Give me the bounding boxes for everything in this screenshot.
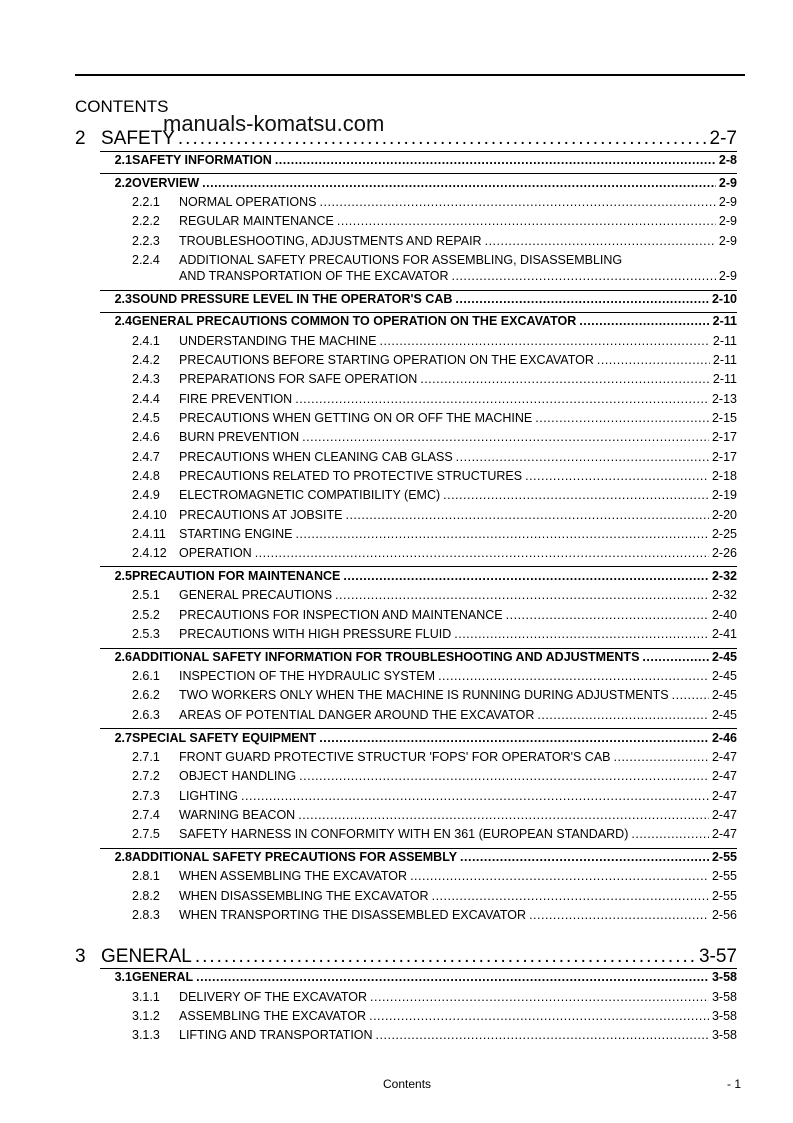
toc-page-number: 3-58 <box>711 1028 737 1042</box>
toc-subsection-title: TROUBLESHOOTING, ADJUSTMENTS AND REPAIR <box>179 234 482 248</box>
toc-page-number: 3-57 <box>698 946 737 967</box>
toc-leader-dots <box>298 808 709 822</box>
toc-subsection-number: 2.4.1 <box>132 334 160 348</box>
toc-leader-dots <box>460 850 709 864</box>
toc-page-number: 2-40 <box>711 608 737 622</box>
toc-section[interactable] <box>75 970 737 984</box>
toc-subsection-number: 2.4.8 <box>132 469 160 483</box>
toc-page-number: 2-47 <box>711 750 737 764</box>
toc-subsection-number: 2.2.4 <box>132 253 160 267</box>
toc-leader-dots <box>241 789 709 803</box>
toc-leader-dots <box>579 314 709 328</box>
toc-subsection[interactable] <box>75 908 737 922</box>
toc-subsection[interactable] <box>75 990 737 1004</box>
toc-leader-dots <box>410 869 709 883</box>
section-divider <box>100 728 737 729</box>
toc-chapter-title: GENERAL <box>101 946 192 967</box>
toc-page-number: 2-11 <box>712 334 737 348</box>
toc-subsection[interactable] <box>75 869 737 883</box>
footer-label: Contents <box>383 1077 432 1091</box>
toc-page-number: 2-45 <box>711 669 737 683</box>
toc-section-number: 2.2 <box>114 176 132 190</box>
toc-leader-dots <box>337 214 716 228</box>
toc-page-number: 2-11 <box>712 372 737 386</box>
toc-section-title: GENERAL <box>132 970 194 984</box>
toc-page-number: 2-8 <box>718 153 737 167</box>
toc-subsection[interactable] <box>75 1028 737 1042</box>
toc-page-number: 2-19 <box>711 488 737 502</box>
toc-subsection-title: GENERAL PRECAUTIONS <box>179 588 333 602</box>
toc-leader-dots <box>370 990 709 1004</box>
toc-subsection-title: PRECAUTIONS WITH HIGH PRESSURE FLUID <box>179 627 452 641</box>
toc-subsection-number: 3.1.3 <box>132 1028 160 1042</box>
toc-subsection-number: 2.5.3 <box>132 627 160 641</box>
toc-page-number: 2-46 <box>711 731 737 745</box>
toc-subsection-title: WARNING BEACON <box>179 808 296 822</box>
toc-section[interactable] <box>75 569 737 583</box>
toc-subsection[interactable] <box>75 253 737 267</box>
toc-subsection-number: 2.5.1 <box>132 588 160 602</box>
toc-leader-dots <box>302 430 709 444</box>
toc-page-number: 2-26 <box>711 546 737 560</box>
toc-leader-dots <box>535 411 709 425</box>
toc-leader-dots <box>178 128 707 150</box>
toc-leader-dots <box>537 708 709 722</box>
toc-page-number: 3-58 <box>711 1009 737 1023</box>
toc-leader-dots <box>420 372 710 386</box>
toc-subsection[interactable] <box>75 195 737 209</box>
section-divider <box>100 151 737 152</box>
toc-subsection-title: OPERATION <box>179 546 252 560</box>
toc-subsection-title: PRECAUTIONS BEFORE STARTING OPERATION ON THE EXCAVATOR <box>179 353 594 367</box>
toc-leader-dots <box>451 269 715 283</box>
toc-page-number: 2-55 <box>711 889 737 903</box>
toc-section[interactable] <box>75 850 737 864</box>
toc-leader-dots <box>438 669 709 683</box>
toc-leader-dots <box>525 469 709 483</box>
toc-subsection-number: 2.6.3 <box>132 708 160 722</box>
toc-leader-dots <box>506 608 709 622</box>
toc-page-number: 2-9 <box>718 269 737 283</box>
toc-subsection-title: ADDITIONAL SAFETY PRECAUTIONS FOR ASSEMBLING, DISASSEMBLING <box>179 253 623 267</box>
toc-leader-dots <box>529 908 709 922</box>
toc-section[interactable] <box>75 153 737 167</box>
toc-page-number: 2-9 <box>718 195 737 209</box>
toc-subsection-number: 2.7.1 <box>132 750 160 764</box>
toc-page-number: 2-11 <box>712 314 737 328</box>
toc-subsection[interactable] <box>75 372 737 386</box>
toc-subsection-number: 2.7.3 <box>132 789 160 803</box>
toc-leader-dots <box>597 353 710 367</box>
toc-leader-dots <box>335 588 709 602</box>
toc-subsection[interactable] <box>75 411 737 425</box>
toc-section[interactable] <box>75 314 737 328</box>
toc-section-title: OVERVIEW <box>132 176 200 190</box>
toc-leader-dots <box>642 650 709 664</box>
toc-leader-dots <box>376 1028 709 1042</box>
toc-subsection-number: 2.4.9 <box>132 488 160 502</box>
toc-page-number: 2-7 <box>709 128 737 149</box>
toc-page-number: 2-11 <box>712 353 737 367</box>
section-divider <box>100 312 737 313</box>
toc-leader-dots <box>369 1009 709 1023</box>
toc-subsection[interactable] <box>75 588 737 602</box>
toc-subsection-title: ASSEMBLING THE EXCAVATOR <box>179 1009 367 1023</box>
toc-subsection[interactable] <box>75 334 737 348</box>
toc-chapter-number: 3 <box>75 946 86 967</box>
toc-subsection[interactable] <box>75 808 737 822</box>
toc-subsection-number: 2.5.2 <box>132 608 160 622</box>
toc-subsection-number: 2.4.6 <box>132 430 160 444</box>
page-title: CONTENTS <box>75 97 169 116</box>
toc-subsection-title: AREAS OF POTENTIAL DANGER AROUND THE EXCAVATOR <box>179 708 535 722</box>
toc-leader-dots <box>631 827 709 841</box>
toc-subsection-title: PRECAUTIONS AT JOBSITE <box>179 508 343 522</box>
toc-chapter-number: 2 <box>75 128 86 149</box>
toc-subsection[interactable] <box>75 789 737 803</box>
toc-leader-dots <box>275 153 716 167</box>
toc-subsection[interactable] <box>75 708 737 722</box>
toc-subsection-number: 3.1.1 <box>132 990 160 1004</box>
toc-subsection-number: 2.7.2 <box>132 769 160 783</box>
toc-section-title: SOUND PRESSURE LEVEL IN THE OPERATOR'S CAB <box>132 292 453 306</box>
toc-subsection-number: 2.2.2 <box>132 214 160 228</box>
toc-section-number: 2.1 <box>114 153 132 167</box>
toc-leader-dots <box>195 946 696 968</box>
toc-subsection[interactable] <box>75 392 737 406</box>
section-divider <box>100 848 737 849</box>
toc-page-number: 2-9 <box>718 214 737 228</box>
toc-page-number: 2-15 <box>711 411 737 425</box>
toc-page-number: 2-20 <box>711 508 737 522</box>
section-divider <box>100 173 737 174</box>
toc-page-number: 2-9 <box>718 176 737 190</box>
section-divider <box>100 290 737 291</box>
toc-subsection-number: 2.8.2 <box>132 889 160 903</box>
toc-subsection-title: NORMAL OPERATIONS <box>179 195 317 209</box>
toc-subsection-title: FRONT GUARD PROTECTIVE STRUCTUR 'FOPS' FOR OPERATOR'S CAB <box>179 750 611 764</box>
toc-section[interactable] <box>75 176 737 190</box>
toc-subsection-title: STARTING ENGINE <box>179 527 293 541</box>
toc-page-number: 2-32 <box>711 569 737 583</box>
toc-subsection-title: PREPARATIONS FOR SAFE OPERATION <box>179 372 418 386</box>
toc-subsection-title: PRECAUTIONS WHEN CLEANING CAB GLASS <box>179 450 453 464</box>
toc-subsection-title: LIGHTING <box>179 789 239 803</box>
toc-page-number: 2-41 <box>711 627 737 641</box>
section-divider <box>100 648 737 649</box>
toc-section-number: 2.5 <box>114 569 132 583</box>
toc-subsection-title: ELECTROMAGNETIC COMPATIBILITY (EMC) <box>179 488 441 502</box>
toc-subsection[interactable] <box>75 627 737 641</box>
toc-page-number: 3-58 <box>711 990 737 1004</box>
toc-leader-dots <box>202 176 716 190</box>
toc-subsection-title: BURN PREVENTION <box>179 430 300 444</box>
toc-chapter[interactable] <box>75 946 737 968</box>
toc-subsection-title: PRECAUTIONS RELATED TO PROTECTIVE STRUCTURES <box>179 469 523 483</box>
toc-page-number: 2-47 <box>711 808 737 822</box>
toc-subsection-number: 2.7.4 <box>132 808 160 822</box>
toc-subsection-number: 2.4.5 <box>132 411 160 425</box>
toc-subsection[interactable] <box>75 1009 737 1023</box>
toc-page-number: 2-17 <box>711 430 737 444</box>
toc-subsection-number: 2.8.1 <box>132 869 160 883</box>
toc-section-title: PRECAUTION FOR MAINTENANCE <box>132 569 341 583</box>
toc-leader-dots <box>432 889 709 903</box>
section-divider <box>100 968 737 969</box>
toc-leader-dots <box>455 292 709 306</box>
toc-page-number: 3-58 <box>711 970 737 984</box>
toc-subsection-number: 2.8.3 <box>132 908 160 922</box>
toc-section-title: SAFETY INFORMATION <box>132 153 272 167</box>
toc-page-number: 2-18 <box>711 469 737 483</box>
toc-subsection[interactable] <box>75 508 737 522</box>
toc-subsection-title: OBJECT HANDLING <box>179 769 297 783</box>
toc-subsection-title: WHEN ASSEMBLING THE EXCAVATOR <box>179 869 408 883</box>
toc-page-number: 2-56 <box>711 908 737 922</box>
toc-section-number: 2.7 <box>114 731 132 745</box>
toc-leader-dots <box>456 450 709 464</box>
toc-page-number: 2-47 <box>711 789 737 803</box>
toc-section-number: 2.8 <box>114 850 132 864</box>
toc-subsection-number: 3.1.2 <box>132 1009 160 1023</box>
toc-leader-dots <box>295 392 709 406</box>
toc-page-number: 2-13 <box>711 392 737 406</box>
toc-leader-dots <box>614 750 709 764</box>
toc-subsection[interactable] <box>75 353 737 367</box>
toc-subsection-continued[interactable] <box>75 269 737 283</box>
toc-page-number: 2-9 <box>718 234 737 248</box>
top-rule <box>75 74 745 76</box>
toc-leader-dots <box>343 569 709 583</box>
toc-subsection-number: 2.4.11 <box>132 527 166 541</box>
toc-subsection[interactable] <box>75 827 737 841</box>
toc-page-number: 2-47 <box>711 769 737 783</box>
toc-chapter-title: SAFETY <box>101 128 175 149</box>
toc-page-number: 2-45 <box>711 708 737 722</box>
toc-subsection[interactable] <box>75 430 737 444</box>
toc-subsection-title: FIRE PREVENTION <box>179 392 293 406</box>
toc-section[interactable] <box>75 731 737 745</box>
toc-section-title: SPECIAL SAFETY EQUIPMENT <box>132 731 317 745</box>
toc-subsection[interactable] <box>75 546 737 560</box>
toc-subsection[interactable] <box>75 488 737 502</box>
toc-subsection[interactable] <box>75 769 737 783</box>
toc-subsection-title: REGULAR MAINTENANCE <box>179 214 334 228</box>
toc-subsection-number: 2.4.3 <box>132 372 160 386</box>
toc-page-number: 2-10 <box>711 292 737 306</box>
toc-page-number: 2-45 <box>711 650 737 664</box>
toc-section-number: 3.1 <box>114 970 132 984</box>
toc-leader-dots <box>485 234 716 248</box>
footer-page-number: - 1 <box>727 1077 742 1091</box>
toc-subsection-title: WHEN TRANSPORTING THE DISASSEMBLED EXCAVATOR <box>179 908 527 922</box>
toc-leader-dots <box>454 627 709 641</box>
toc-leader-dots <box>443 488 709 502</box>
toc-leader-dots <box>295 527 709 541</box>
toc-subsection-title: UNDERSTANDING THE MACHINE <box>179 334 377 348</box>
toc-section-number: 2.6 <box>114 650 132 664</box>
toc-subsection-number: 2.4.7 <box>132 450 160 464</box>
toc-leader-dots <box>196 970 709 984</box>
toc-subsection-number: 2.7.5 <box>132 827 160 841</box>
toc-subsection-number: 2.4.4 <box>132 392 160 406</box>
toc-subsection-title: SAFETY HARNESS IN CONFORMITY WITH EN 361 (EUROPEAN STANDARD) <box>179 827 629 841</box>
toc-section-title: ADDITIONAL SAFETY PRECAUTIONS FOR ASSEMBLY <box>132 850 458 864</box>
toc-page-number: 2-55 <box>711 850 737 864</box>
toc-leader-dots <box>299 769 709 783</box>
toc-subsection[interactable] <box>75 669 737 683</box>
toc-leader-dots <box>379 334 709 348</box>
toc-leader-dots <box>319 731 709 745</box>
toc-subsection-number: 2.6.2 <box>132 688 160 702</box>
toc-subsection[interactable] <box>75 889 737 903</box>
toc-subsection[interactable] <box>75 527 737 541</box>
toc-chapter[interactable] <box>75 128 737 150</box>
toc-subsection-number: 2.2.3 <box>132 234 160 248</box>
toc-leader-dots <box>255 546 709 560</box>
toc-subsection-title: LIFTING AND TRANSPORTATION <box>179 1028 373 1042</box>
toc-subsection[interactable] <box>75 688 737 702</box>
toc-subsection-title-line2: AND TRANSPORTATION OF THE EXCAVATOR <box>179 269 449 283</box>
section-divider <box>100 566 737 567</box>
toc-subsection-title: PRECAUTIONS FOR INSPECTION AND MAINTENANCE <box>179 608 503 622</box>
toc-subsection[interactable] <box>75 750 737 764</box>
toc-subsection-number: 2.2.1 <box>132 195 160 209</box>
toc-page-number: 2-25 <box>711 527 737 541</box>
toc-subsection-number: 2.4.2 <box>132 353 160 367</box>
toc-subsection[interactable] <box>75 214 737 228</box>
toc-section-title: ADDITIONAL SAFETY INFORMATION FOR TROUBLESHOOTING AND ADJUSTMENTS <box>132 650 640 664</box>
watermark: manuals-komatsu.com <box>163 111 385 136</box>
toc-page-number: 2-45 <box>711 688 737 702</box>
toc-section-title: GENERAL PRECAUTIONS COMMON TO OPERATION ON THE EXCAVATOR <box>132 314 577 328</box>
toc-section[interactable] <box>75 292 737 306</box>
toc-section-number: 2.3 <box>114 292 132 306</box>
toc-page-number: 2-17 <box>711 450 737 464</box>
toc-section-number: 2.4 <box>114 314 132 328</box>
toc-subsection-title: INSPECTION OF THE HYDRAULIC SYSTEM <box>179 669 436 683</box>
toc-section[interactable] <box>75 650 737 664</box>
toc-page-number: 2-55 <box>711 869 737 883</box>
toc-subsection[interactable] <box>75 469 737 483</box>
toc-subsection-number: 2.4.10 <box>132 508 167 522</box>
toc-page-number: 2-47 <box>711 827 737 841</box>
toc-leader-dots <box>320 195 716 209</box>
toc-leader-dots <box>672 688 709 702</box>
toc-subsection-number: 2.6.1 <box>132 669 160 683</box>
toc-leader-dots <box>345 508 709 522</box>
toc-subsection-number: 2.4.12 <box>132 546 167 560</box>
toc-subsection-title: DELIVERY OF THE EXCAVATOR <box>179 990 368 1004</box>
toc-subsection[interactable] <box>75 450 737 464</box>
toc-subsection-title: PRECAUTIONS WHEN GETTING ON OR OFF THE MACHINE <box>179 411 533 425</box>
toc-subsection[interactable] <box>75 608 737 622</box>
toc-subsection-title: TWO WORKERS ONLY WHEN THE MACHINE IS RUNNING DURING ADJUSTMENTS <box>179 688 669 702</box>
toc-subsection-title: WHEN DISASSEMBLING THE EXCAVATOR <box>179 889 429 903</box>
toc-subsection[interactable] <box>75 234 737 248</box>
toc-page-number: 2-32 <box>711 588 737 602</box>
